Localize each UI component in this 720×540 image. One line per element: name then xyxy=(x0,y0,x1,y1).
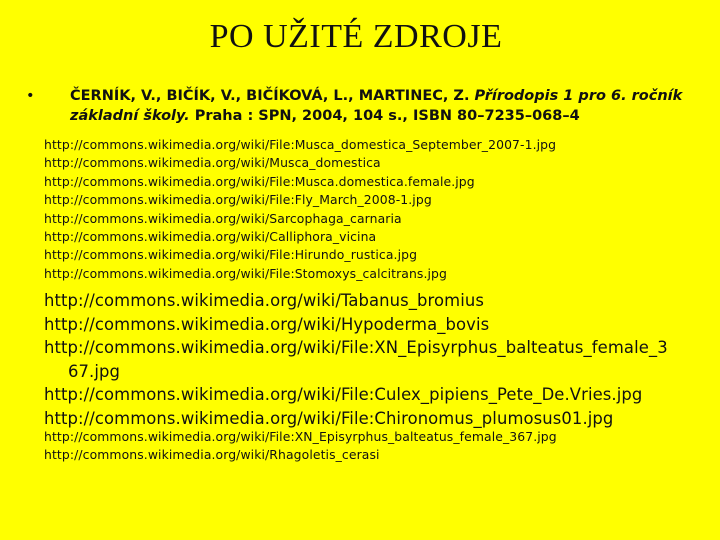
source-list-large xyxy=(44,289,714,431)
source-url[interactable]: http://commons.wikimedia.org/wiki/File:Fly_March_2008-1.jpg xyxy=(44,192,432,208)
source-url-continuation[interactable]: 67.jpg xyxy=(68,361,121,381)
source-url[interactable]: http://commons.wikimedia.org/wiki/File:Musca.domestica.female.jpg xyxy=(44,173,475,189)
source-url[interactable]: http://commons.wikimedia.org/wiki/Hypoderma_bovis xyxy=(44,314,490,334)
source-url[interactable]: http://commons.wikimedia.org/wiki/Calliphora_vicina xyxy=(44,229,377,245)
citation-item xyxy=(26,86,706,126)
source-url[interactable]: http://commons.wikimedia.org/wiki/File:Culex_pipiens_Pete_De.Vries.jpg xyxy=(44,385,643,405)
source-url[interactable]: http://commons.wikimedia.org/wiki/File:Chironomus_plumosus01.jpg xyxy=(44,408,614,428)
source-url[interactable]: http://commons.wikimedia.org/wiki/Sarcophaga_carnaria xyxy=(44,210,402,226)
source-url[interactable]: http://commons.wikimedia.org/wiki/Tabanus_bromius xyxy=(44,291,485,310)
citation-authors: ČERNÍK, V., BIČÍK, V., BIČÍKOVÁ, L., MARTINEC, Z. xyxy=(70,88,470,104)
source-url[interactable]: http://commons.wikimedia.org/wiki/Musca_domestica xyxy=(44,155,381,171)
bullet-icon: • xyxy=(26,88,35,104)
source-url[interactable]: http://commons.wikimedia.org/wiki/File:XN_Episyrphus_balteatus_female_367.jpg xyxy=(44,429,557,444)
source-url[interactable]: http://commons.wikimedia.org/wiki/File:XN_Episyrphus_balteatus_female_3 xyxy=(44,338,668,358)
citation-book-title: Přírodopis 1 pro 6. ročník základní školy. xyxy=(70,88,683,124)
source-url[interactable]: http://commons.wikimedia.org/wiki/File:Stomoxys_calcitrans.jpg xyxy=(44,265,447,281)
page-title: PO UŽITÉ ZDROJE xyxy=(209,18,503,55)
source-url[interactable]: http://commons.wikimedia.org/wiki/Rhagoletis_cerasi xyxy=(44,447,380,463)
source-list-tail xyxy=(44,428,714,465)
source-url[interactable]: http://commons.wikimedia.org/wiki/File:Musca_domestica_September_2007-1.jpg xyxy=(44,137,557,152)
source-list-small xyxy=(44,136,714,283)
citation-text xyxy=(70,86,706,126)
citation-publisher: Praha : SPN, 2004, 104 s., ISBN 80–7235–068–4 xyxy=(194,108,580,124)
source-url[interactable]: http://commons.wikimedia.org/wiki/File:Hirundo_rustica.jpg xyxy=(44,247,418,263)
